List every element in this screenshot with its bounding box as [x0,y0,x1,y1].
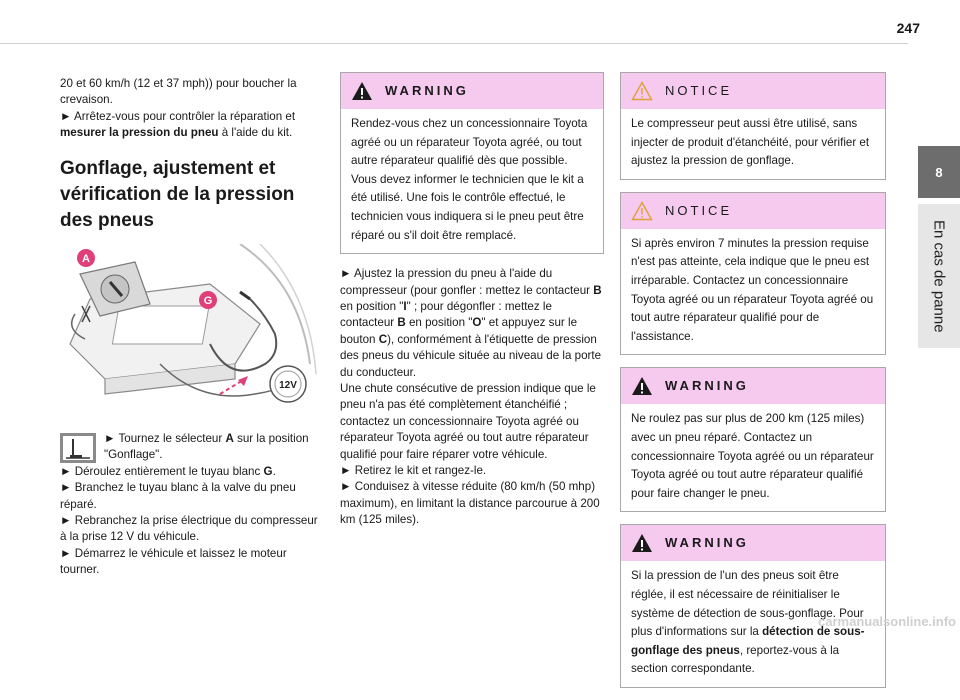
notice-box-1 [620,72,886,180]
notice-triangle-icon [631,81,653,101]
steps-list [60,431,320,464]
warning-title: WARNING [385,82,469,98]
intro-paragraph-1: 20 et 60 km/h (12 et 37 mph)) pour boucher la crevaison. [60,77,297,107]
notice-text-2: Si après environ 7 minutes la pression requise n'est pas atteinte, cela indique que le pneu est irréparable. Contactez un concessionnaire Toyota agréé ou un réparateur Toyota agréé ou tout autre réparateur qualifié pour de l'assistance. [631,236,874,343]
warning-triangle-icon [631,533,653,553]
page-number: 247 [896,20,920,36]
warning-text-3: Si la pression de l'un des pneus soit être réglée, il est nécessaire de réinitialiser le système de détection de sous-gonflage. Pour plus d'informations sur la détection de sous-gonflage des pneus, reportez-vous à la section correspondante. [631,569,865,676]
column-middle [340,72,604,529]
steps-list-continued [60,464,320,579]
warning-header-3 [621,525,885,561]
step-5: ► Démarrez le véhicule et laissez le moteur tourner. [60,546,287,577]
warning-triangle-icon [351,81,373,101]
adjust-pressure-text [340,266,604,529]
adjust-pressure-step: ► Ajustez la pression du pneu à l'aide du compresseur (pour gonfler : mettez le contacteur B en position "I" ; pour dégonfler : mettez le contacteur B en position "O" et appuyez sur le bouton C), conformément à l'étiquette de pression des pneus du véhicule située au niveau de la porte du conducteur. [340,267,602,379]
section-heading: Gonflage, ajustement et vérification de la pression des pneus [60,157,295,231]
notice-title-2: NOTICE [665,202,733,218]
step-2: ► Déroulez entièrement le tuyau blanc G. [60,464,276,478]
notice-box-2 [620,192,886,356]
step-3: ► Branchez le tuyau blanc à la valve du pneu réparé. [60,481,296,511]
column-right [620,72,886,700]
notice-header-2 [621,193,885,229]
top-rule [0,43,908,44]
chapter-title: En cas de panne [930,219,948,333]
warning-text: Rendez-vous chez un concessionnaire Toyota agréé ou un réparateur Toyota agréé, ou tout autre réparateur qualifié dès que possible. Vous devez informer le technicien que le kit a été utilisé. Une fois le contrôle effectué, le technicien vous indiquera si le pneu peut être réparé ou s'il doit être remplacé. [351,117,588,242]
notice-text-1: Le compresseur peut aussi être utilisé, sans injecter de produit d'étanchéité, pour vérifier et ajustez la pression de gonflage. [631,117,870,168]
warning-text-2: Ne roulez pas sur plus de 200 km (125 miles) avec un pneu réparé. Contactez un concessionnaire Toyota agréé ou un réparateur Toyota agréé ou tout autre réparateur qualifié pour faire changer le pneu. [631,412,874,500]
intro-paragraph-2: ► Arrêtez-vous pour contrôler la réparation et mesurer la pression du pneu à l'aide du kit. [60,109,296,140]
watermark: carmanualsonline.info [818,614,956,629]
warning-triangle-icon [631,376,653,396]
notice-header-1 [621,73,885,109]
chapter-tab-label[interactable] [918,204,960,348]
chapter-tab-number[interactable]: 8 [918,146,960,198]
column-left [60,76,320,579]
warning-box-2 [620,367,886,512]
store-kit-step: ► Retirez le kit et rangez-le. [340,464,487,478]
step-1: ► Tournez le sélecteur A sur la position "Gonflage". [104,432,309,462]
compressor-kit-illustration [60,244,318,412]
warning-title-3: WARNING [665,535,749,551]
pressure-drop-note: Une chute consécutive de pression indique que le pneu n'a pas été complètement étanchéifié ; contactez un concessionnaire Toyota agréé ou réparateur Toyota agréé ou tout autre réparateur qualifié pour faire réparer votre véhicule. [340,382,596,461]
warning-box [340,72,604,254]
warning-box-3 [620,524,886,688]
step-4: ► Rebranchez la prise électrique du compresseur à la prise 12 V du véhicule. [60,514,318,544]
warning-header [341,73,603,109]
warning-title-2: WARNING [665,378,749,394]
illustration-reference-icon [60,433,96,463]
notice-triangle-icon [631,201,653,221]
drive-reduced-speed-step: ► Conduisez à vitesse réduite (80 km/h (50 mhp) maximum), en limitant la distance parcourue à 200 km (125 miles). [340,480,600,527]
notice-title-1: NOTICE [665,82,733,98]
callout-marker-g: G [203,294,213,307]
socket-label-12v: 12V [279,379,297,391]
warning-header-2 [621,368,885,404]
callout-marker-a: A [82,252,90,265]
